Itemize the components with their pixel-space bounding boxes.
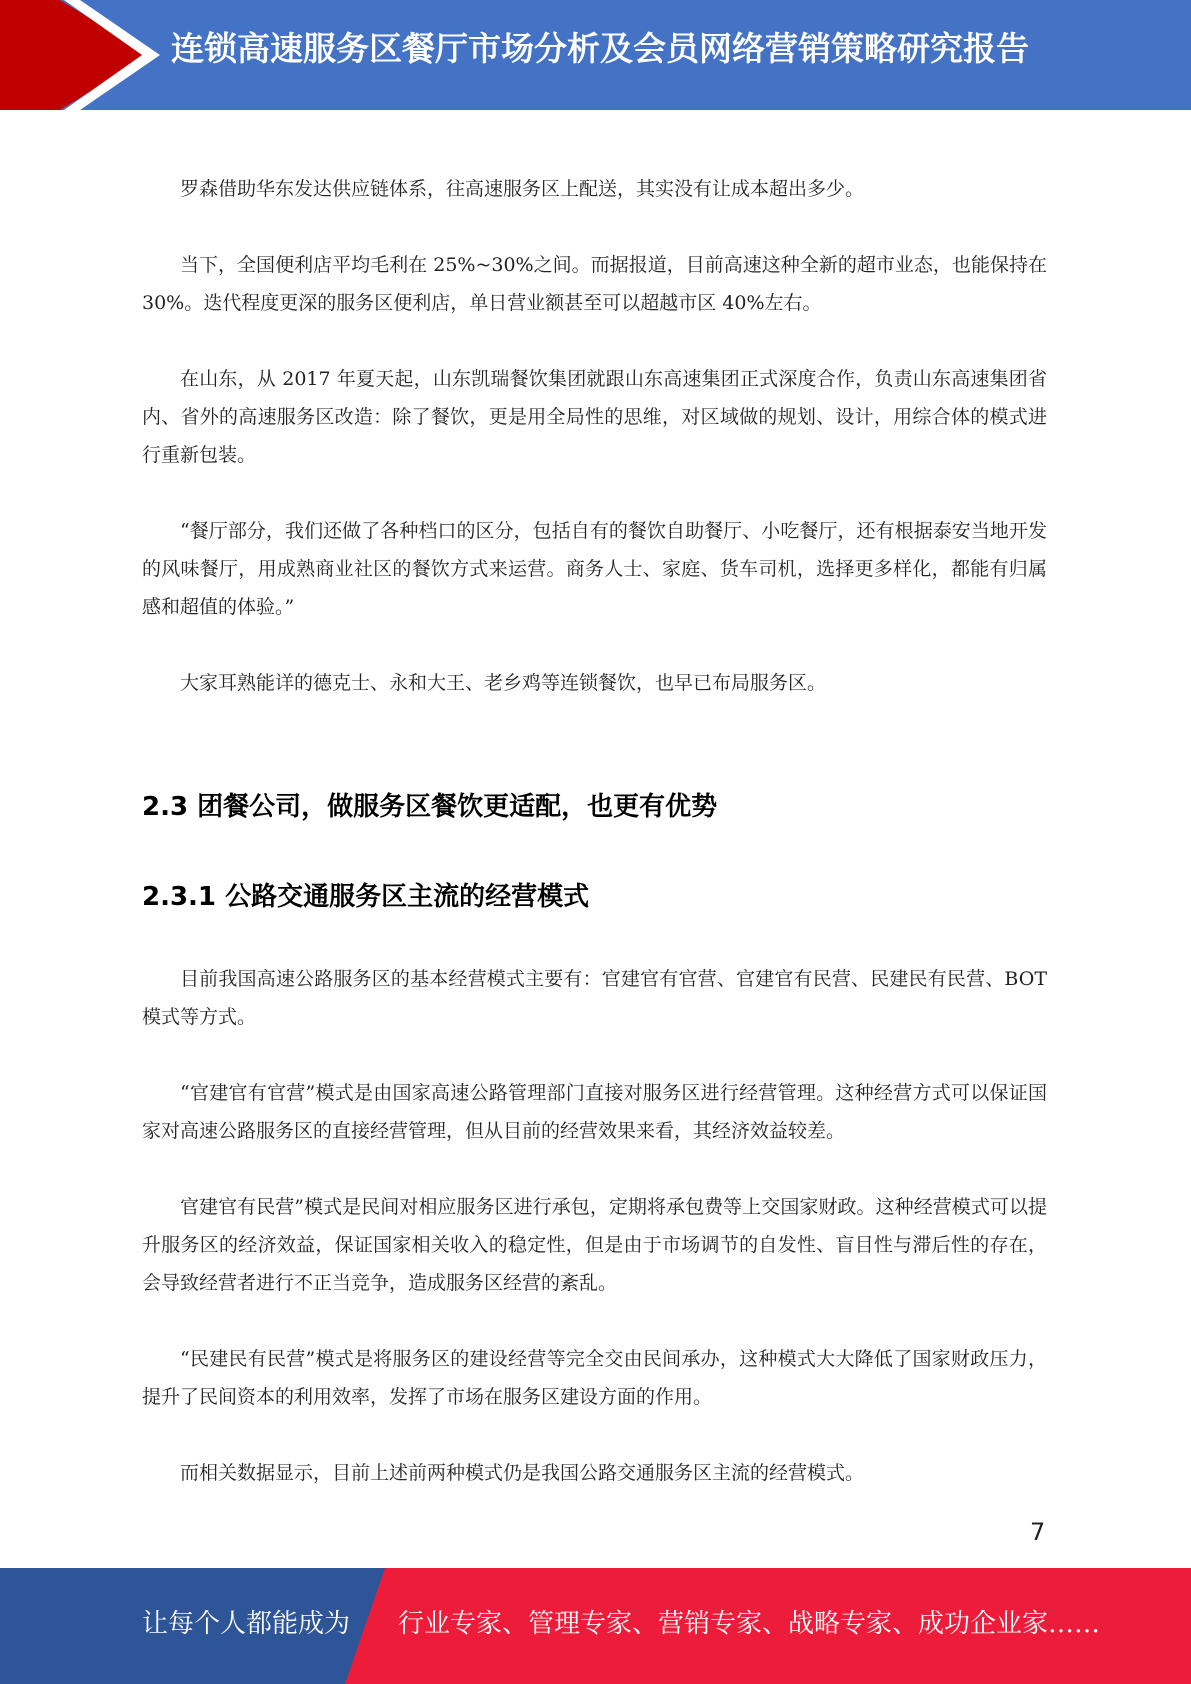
- body-text-top: [142, 170, 1047, 702]
- paragraph: 大家耳熟能详的德克士、永和大王、老乡鸡等连锁餐饮，也早已布局服务区。: [180, 672, 827, 694]
- paragraph: “官建官有官营”模式是由国家高速公路管理部门直接对服务区进行经营管理。这种经营方式可以保证国家对高速公路服务区的直接经营管理，但从目前的经营效果来看，其经济效益较差。: [142, 1082, 1047, 1142]
- report-title: 连锁高速服务区餐厅市场分析及会员网络营销策略研究报告: [171, 29, 1029, 68]
- paragraph: 罗森借助华东发达供应链体系，往高速服务区上配送，其实没有让成本超出多少。: [180, 178, 865, 200]
- paragraph: “餐厅部分，我们还做了各种档口的区分，包括自有的餐饮自助餐厅、小吃餐厅，还有根据泰安当地开发的风味餐厅，用成熟商业社区的餐饮方式来运营。商务人士、家庭、货车司机，选择更多样化，都能有归属感和超值的体验。”: [142, 520, 1047, 618]
- paragraph: 目前我国高速公路服务区的基本经营模式主要有：官建官有官营、官建官有民营、民建民有民营、BOT 模式等方式。: [142, 968, 1047, 1028]
- paragraph: 当下，全国便利店平均毛利在 25%~30%之间。而据报道，目前高速这种全新的超市业态，也能保持在 30%。迭代程度更深的服务区便利店，单日营业额甚至可以超越市区 40%左右。: [142, 254, 1047, 314]
- paragraph: 在山东，从 2017 年夏天起，山东凯瑞餐饮集团就跟山东高速集团正式深度合作，负责山东高速集团省内、省外的高速服务区改造：除了餐饮，更是用全局性的思维，对区域做的规划、设计，用综合体的模式进行重新包装。: [142, 368, 1047, 466]
- page-footer-banner: [0, 1568, 1191, 1684]
- footer-slogan-left: 让每个人都能成为: [142, 1609, 351, 1639]
- paragraph: 而相关数据显示，目前上述前两种模式仍是我国公路交通服务区主流的经营模式。: [180, 1462, 865, 1484]
- section-heading: 2.3 团餐公司，做服务区餐饮更适配，也更有优势: [142, 792, 718, 822]
- footer-slogan-right: 行业专家、管理专家、营销专家、战略专家、成功企业家……: [398, 1609, 1101, 1639]
- paragraph: “民建民有民营”模式是将服务区的建设经营等完全交由民间承办，这种模式大大降低了国家财政压力，提升了民间资本的利用效率，发挥了市场在服务区建设方面的作用。: [142, 1348, 1047, 1408]
- body-text-bottom: [142, 960, 1047, 1492]
- header-red-arrow-shape: [0, 0, 150, 110]
- page-number: 7: [1030, 1518, 1046, 1546]
- page-header-banner: [0, 0, 1191, 110]
- subsection-heading: 2.3.1 公路交通服务区主流的经营模式: [142, 882, 590, 912]
- paragraph: 官建官有民营”模式是民间对相应服务区进行承包，定期将承包费等上交国家财政。这种经营模式可以提升服务区的经济效益，保证国家相关收入的稳定性，但是由于市场调节的自发性、盲目性与滞后性的存在，会导致经营者进行不正当竞争，造成服务区经营的紊乱。: [142, 1196, 1047, 1294]
